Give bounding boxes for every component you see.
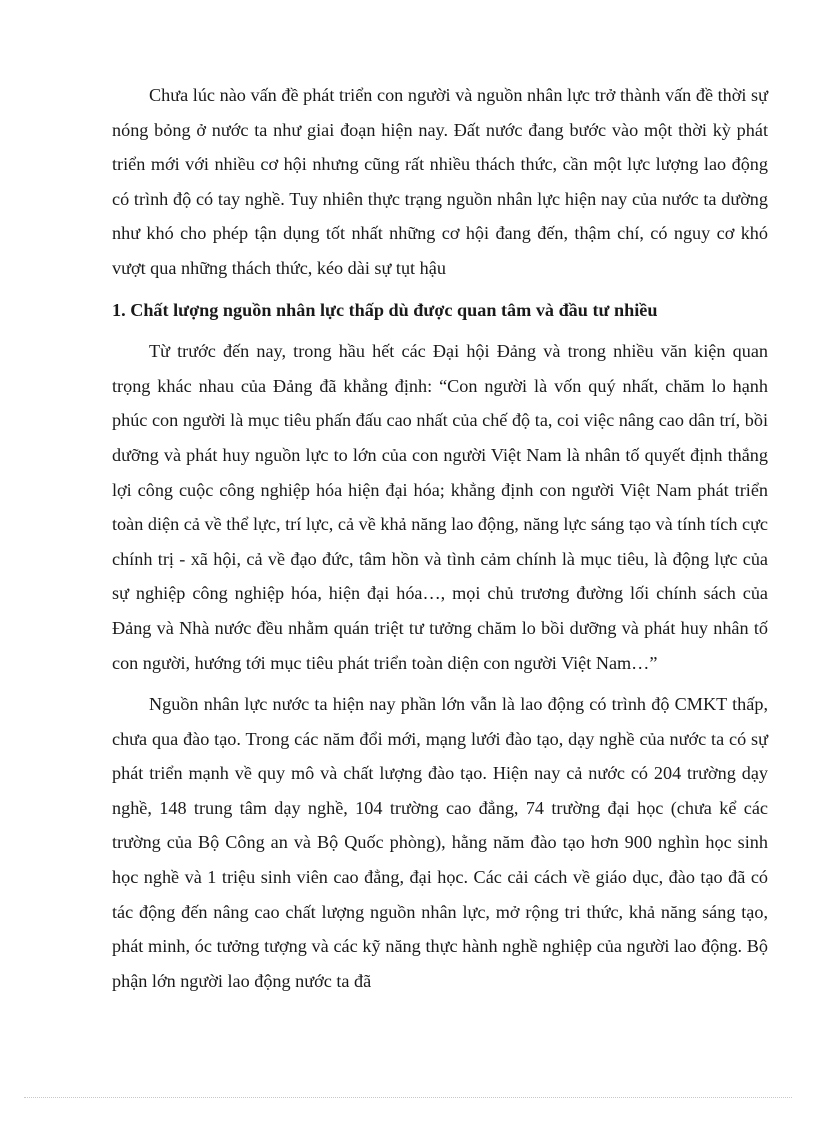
intro-paragraph: Chưa lúc nào vấn đề phát triển con người và nguồn nhân lực trở thành vấn đề thời sự nóng bỏng ở nước ta như giai đoạn hiện nay. Đất nước đang bước vào một thời kỳ phát triển mới với nhiều cơ hội nhưng cũng rất nhiều thách thức, cần một lực lượng lao động có trình độ có tay nghề. Tuy nhiên thực trạng nguồn nhân lực hiện nay của nước ta dường như khó cho phép tận dụng tốt nhất những cơ hội đang đến, thậm chí, có nguy cơ khó vượt qua những thách thức, kéo dài sự tụt hậu: [112, 85, 768, 278]
workforce-paragraph: Nguồn nhân lực nước ta hiện nay phần lớn vẫn là lao động có trình độ CMKT thấp, chưa qua đào tạo. Trong các năm đổi mới, mạng lưới đào tạo, dạy nghề của nước ta có sự phát triển mạnh về quy mô và chất lượng đào tạo. Hiện nay cả nước có 204 trường dạy nghề, 148 trung tâm dạy nghề, 104 trường cao đẳng, 74 trường đại học (chưa kể các trường của Bộ Công an và Bộ Quốc phòng), hằng năm đào tạo hơn 900 nghìn học sinh học nghề và 1 triệu sinh viên cao đẳng, đại học. Các cải cách về giáo dục, đào tạo đã có tác động đến nâng cao chất lượng nguồn nhân lực, mở rộng tri thức, khả năng sáng tạo, phát minh, óc tưởng tượng và các kỹ năng thực hành nghề nghiệp của người lao động. Bộ phận lớn người lao động nước ta đã: [112, 694, 768, 991]
page-bottom-divider: [24, 1097, 792, 1098]
document-body: [112, 78, 768, 998]
section-heading: 1. Chất lượng nguồn nhân lực thấp dù được quan tâm và đầu tư nhiều: [112, 299, 658, 320]
quote-paragraph: Từ trước đến nay, trong hầu hết các Đại hội Đảng và trong nhiều văn kiện quan trọng khác nhau của Đảng đã khẳng định: “Con người là vốn quý nhất, chăm lo hạnh phúc con người là mục tiêu phấn đấu cao nhất của chế độ ta, coi việc nâng cao dân trí, bồi dưỡng và phát huy nguồn lực to lớn của con người Việt Nam là nhân tố quyết định thắng lợi công cuộc công nghiệp hóa hiện đại hóa; khẳng định con người Việt Nam phát triển toàn diện cả về thể lực, trí lực, cả về khả năng lao động, năng lực sáng tạo và tính tích cực chính trị - xã hội, cả về đạo đức, tâm hồn và tình cảm chính là mục tiêu, là động lực của sự nghiệp công nghiệp hóa, hiện đại hóa…, mọi chủ trương đường lối chính sách của Đảng và Nhà nước đều nhằm quán triệt tư tưởng chăm lo bồi dưỡng và phát huy nhân tố con người, hướng tới mục tiêu phát triển toàn diện con người Việt Nam…”: [112, 341, 768, 673]
